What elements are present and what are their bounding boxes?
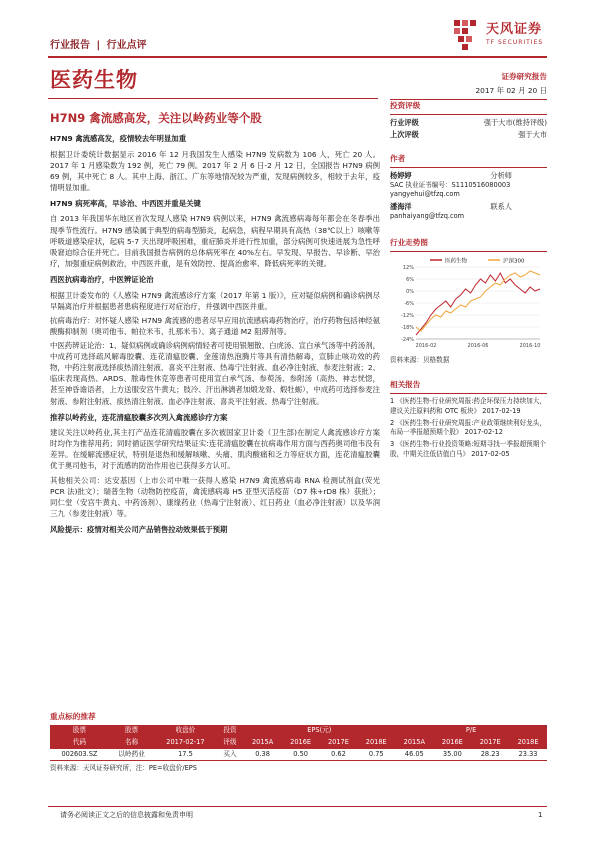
trend-heading: 行业走势图 [390, 238, 428, 247]
brand-logo [452, 18, 552, 52]
col-header: 股票 [109, 725, 154, 737]
y-tick-label: 0% [406, 288, 414, 295]
legend-label: 沪深300 [503, 258, 525, 265]
cell-eps: 0.50 [282, 749, 320, 761]
cell-pe: 35.00 [433, 749, 471, 761]
author-1: 杨婷婷 分析师 SAC 执业证书编号：S1110516080003 yangyehui@tfzq.com [390, 171, 547, 200]
table-source: 资料来源：天风证券研究所，注：PE=收盘价/EPS [50, 764, 197, 773]
col-header: 2018E [357, 737, 395, 749]
table-row [50, 749, 547, 761]
section-paragraph: 建议关注以岭药业,其主打产品连花清瘟胶囊在多次被国家卫计委（卫生部)在制定人禽流感诊疗方案时均作为推荐用药；同时循证医学研究结果证实:连花清瘟胶囊在抗病毒作用方面与西药奥司他韦没有差异。在缓解流感症状，特别是退热和缓解咳嗽、头痛、肌肉酸痛和乏力等症状方面，连花清瘟胶囊优于奥司他韦，对于流感的防治作用也已获得多方认可。 [50, 428, 380, 471]
table-subheader-row [50, 737, 547, 749]
rating-rule [390, 114, 547, 115]
x-tick-label: 2016-06 [467, 342, 489, 349]
section-heading: 推荐以岭药业，连花清瘟胶囊多次列入禽流感诊疗方案 [50, 412, 228, 422]
col-header: 投资 [217, 725, 244, 737]
col-header: 2016E [282, 737, 320, 749]
related-block [390, 380, 547, 460]
section-paragraph: 抗病毒治疗：对怀疑人感染 H7N9 禽流感的患者尽早应用抗流感病毒药物治疗，治疗药物包括神经氨酸酶抑制剂（奥司他韦、帕拉米韦、扎那米韦）、离子通道 M2 阻滞剂等。 [50, 315, 380, 336]
trend-rule [390, 251, 547, 252]
author-license: SAC 执业证书编号：S1110516080003 [390, 181, 511, 189]
cell-code: 002603.SZ [50, 749, 109, 761]
related-item[interactable]: 2 《医药生物-行业研究周报:产业政策继续利好龙头，布局一季报超预期个股》 2017-02-12 [390, 418, 546, 437]
stock-table [50, 725, 547, 762]
section-paragraph: 中医药辨证论治：1、疑似病例或确诊病例病情轻者可使用银翘散、白虎汤、宣白承气汤等中药汤剂，中成药可选择疏风解毒胶囊、连花清瘟胶囊、金莲清热泡腾片等具有清热解毒，宣肺止咳功效的药物，中药注射液选择痰热清注射液、喜炎平注射液、热毒宁注射液、血必净注射液、参麦注射液；2、临床表现高热、ARDS、脓毒性休克等患者可使用宣白承气汤、参萸汤、参附汤（高热、神志恍惚，甚至神昏谵语者，上方送服安宫牛黄丸；肢冷、汗出淋漓者加煅龙骨、煅牡蛎），中成药可选择参麦注射液、参附注射液、痰热清注射液、血必净注射液、喜炎平注射液、热毒宁注射液。 [50, 340, 380, 406]
col-header: 股票 [50, 725, 109, 737]
section-paragraph: 根据卫计委统计数据显示 2016 年 12 月我国发生人感染 H7N9 发病数为 106 人，死亡 20 人。2017 年 1 月感染数为 192 例，死亡 79 例。2017 年 2 月 6 日-2 月 12 日，全国报告 H7N9 病例 69 例，其中死亡 8 人。其中上海、浙江、广东等地情况较为严重，发现病例较多，相较于去年，疫情明显加重。 [50, 149, 380, 192]
author-email[interactable]: yangyehui@tfzq.com [390, 190, 460, 199]
col-header: 收盘价 [154, 725, 216, 737]
brand-name: 天风证券 [486, 22, 543, 37]
col-header: 2017-02-17 [154, 737, 216, 749]
trend-source: 资料来源：贝格数据 [390, 356, 450, 364]
report-type: 证券研究报告 [501, 72, 547, 81]
page-number: 1 [538, 811, 543, 819]
stock-table-block [50, 712, 547, 774]
report-date: 2017 年 02 月 20 日 [475, 85, 547, 95]
section-heading: 西医抗病毒治疗，中医辨证论治 [50, 275, 154, 285]
table-header-row [50, 725, 547, 737]
cell-eps: 0.38 [243, 749, 281, 761]
report-meta [390, 72, 547, 100]
cell-eps: 0.62 [320, 749, 358, 761]
col-header: 2015A [243, 737, 281, 749]
x-tick-label: 2016-02 [415, 342, 437, 349]
col-header: 2017E [320, 737, 358, 749]
section-paragraph: 其他相关公司：达安基因（上市公司中唯一获得人感染 H7N9 禽流感病毒 RNA 检测试剂盒(荧光 PCR 法)批文）；瑞普生物（动物防控疫苗，禽流感病毒 H5 亚型灭活疫苗（D7 株+rD8 株）获批）；同仁堂（安宫牛黄丸、中药汤剂）、康缘药业（热毒宁注射液）、红日药业（血必净注射液）以及华润三九（参麦注射液）等。 [50, 475, 380, 518]
legend-label: 医药生物 [445, 258, 468, 265]
y-tick-label: -6% [404, 300, 414, 307]
related-rule [390, 393, 547, 394]
y-tick-label: -18% [401, 324, 414, 331]
col-header: 2016E [433, 737, 471, 749]
brand-name-en: TF SECURITIES [486, 39, 544, 46]
cell-pe: 28.23 [471, 749, 509, 761]
table-heading: 重点标的推荐 [50, 712, 96, 721]
col-group-pe: P/E [395, 725, 547, 737]
main-body [50, 134, 380, 536]
report-title: H7N9 禽流感高发，关注以岭药业等个股 [50, 111, 262, 125]
cell-rating: 买入 [217, 749, 244, 761]
col-header: 2015A [395, 737, 433, 749]
trend-chart [390, 255, 547, 351]
footer-rule [48, 806, 547, 807]
author-email[interactable]: panhaiyang@tfzq.com [390, 211, 465, 220]
col-header: 评级 [217, 737, 244, 749]
authors-block [390, 154, 547, 221]
footer-disclaimer: 请务必阅读正文之后的信息披露和免责申明 [60, 811, 193, 819]
section-paragraph: 根据卫计委发布的《人感染 H7N9 禽流感诊疗方案（2017 年第 1 版）》，应对疑似病例和确诊病例尽早隔离治疗并根据患者患病程度进行对症治疗，并强调中西医并重。 [50, 290, 380, 311]
rating-block [390, 101, 547, 140]
related-heading: 相关报告 [390, 380, 421, 389]
authors-heading: 作者 [390, 154, 406, 163]
report-category: 行业报告 | 行业点评 [50, 40, 147, 51]
author-2: 潘海洋 联系人 panhaiyang@tfzq.com [390, 202, 547, 222]
section-heading: H7N9 病死率高，早诊治、中西医并重是关键 [50, 198, 201, 208]
rating-heading: 投资评级 [390, 101, 421, 110]
cell-name: 以岭药业 [109, 749, 154, 761]
cell-price: 17.5 [154, 749, 216, 761]
risk-warning: 风险提示：疫情对相关公司产品销售拉动效果低于预期 [50, 525, 228, 535]
related-item[interactable]: 3 《医药生物-行业投资策略:短期寻找一季报超预期个股，中期关注低估值白马》 2017-02-05 [390, 440, 546, 459]
brand-logo-icon [452, 18, 482, 52]
section-heading: H7N9 禽流感高发，疫情较去年明显加重 [50, 134, 187, 143]
trend-block [390, 238, 547, 365]
col-header: 2017E [471, 737, 509, 749]
col-header: 代码 [50, 737, 109, 749]
cell-pe: 46.05 [395, 749, 433, 761]
y-tick-label: 6% [406, 276, 414, 283]
x-tick-label: 2016-10 [519, 342, 541, 349]
series-line [416, 271, 540, 331]
col-header: 2018E [509, 737, 547, 749]
series-line [416, 273, 540, 335]
col-header: 名称 [109, 737, 154, 749]
y-tick-label: 12% [402, 264, 414, 271]
cell-pe: 23.33 [509, 749, 547, 761]
header-rule [48, 56, 547, 58]
cell-eps: 0.75 [357, 749, 395, 761]
col-group-eps: EPS(元) [243, 725, 395, 737]
related-item[interactable]: 1 《医药生物-行业研究周报:药企环保压力持续加大，建议关注原料药和 OTC 板块》 2017-02-19 [390, 396, 546, 415]
sector-title: 医药生物 [50, 68, 138, 92]
y-tick-label: -12% [401, 312, 414, 319]
sector-rule [48, 98, 378, 99]
y-tick-label: -24% [401, 336, 414, 343]
section-paragraph: 自 2013 年我国华东地区首次发现人感染 H7N9 病例以来，H7N9 禽流感病毒每年都会在冬春季出现季节性流行。H7N9 感染属于典型的病毒型肺炎，起病急，病程早期具有高热（38℃以上）咳嗽等呼吸道感染症状，起病 5-7 天出现呼吸困难，重症肺炎并进行性加重，部分病例可快速进展为急性呼吸窘迫综合征并死亡。目前我国报告病例的总体病死率在 40%左右。早发现、早报告、早诊断、早治疗，加强重症病例救治，中西医并重，是有效防控、提高治愈率、降低病死率的关键。 [50, 214, 380, 268]
rating-current: 行业评级 强于大市(维持评级) [390, 117, 547, 127]
rating-previous: 上次评级 强于大市 [390, 130, 547, 139]
authors-rule [390, 167, 547, 168]
